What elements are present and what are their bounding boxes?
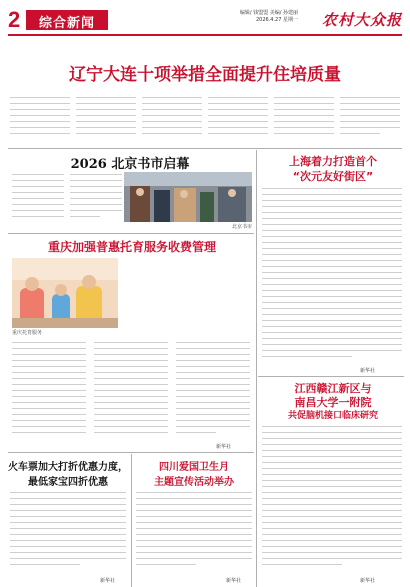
section-name: 综合新闻 bbox=[38, 16, 95, 31]
sichuan-body-lines bbox=[136, 490, 252, 574]
shanghai-body-lines bbox=[262, 186, 402, 366]
chongqing-photo bbox=[12, 258, 118, 328]
edition-meta: 编辑/ 钱盟盟 美编/ 孙建丽 2026.4.27 星期一 bbox=[239, 10, 298, 23]
jiangxi-body-lines bbox=[262, 424, 402, 576]
divider-chongqing bbox=[8, 452, 254, 453]
book-fair-body bbox=[12, 172, 122, 222]
lead-body-text-lines bbox=[10, 95, 400, 143]
book-fair-headline: 2026 北京书市启幕 bbox=[70, 157, 190, 172]
book-fair-body-lines bbox=[12, 172, 122, 222]
divider-lead bbox=[8, 148, 402, 149]
section-label-box bbox=[26, 10, 108, 30]
divider-book-fair bbox=[8, 233, 254, 234]
page-number: 2 bbox=[8, 7, 21, 32]
train-body bbox=[10, 490, 126, 574]
shanghai-headline-line1: 上海着力打造首个 bbox=[289, 155, 377, 168]
train-headline-line2: 最低家宝四折优惠 bbox=[28, 477, 108, 488]
jiangxi-headline-line1: 江西赣江新区与 bbox=[294, 382, 372, 395]
chongqing-headline: 重庆加强普惠托育服务收费管理 bbox=[47, 240, 216, 254]
book-fair-photo-image bbox=[124, 172, 252, 222]
newspaper-name: 农村大众报 bbox=[321, 11, 402, 29]
masthead-rule bbox=[8, 34, 402, 36]
jiangxi-body bbox=[262, 424, 402, 576]
book-fair-photo bbox=[124, 172, 252, 222]
shanghai-byline: 新华社 bbox=[360, 368, 376, 374]
train-byline: 新华社 bbox=[100, 578, 116, 584]
sichuan-body bbox=[136, 490, 252, 574]
train-body-lines bbox=[10, 490, 126, 574]
divider-shanghai bbox=[258, 376, 404, 377]
shanghai-headline-line2: “次元友好街区” bbox=[292, 170, 374, 183]
lead-headline: 辽宁大连十项举措全面提升住培质量 bbox=[69, 65, 341, 85]
divider-right-column bbox=[256, 150, 257, 587]
chongqing-photo-image bbox=[12, 258, 118, 328]
train-headline-line1: 火车票加大打折优惠力度， bbox=[8, 462, 128, 473]
jiangxi-headline-line2: 南昌大学一附院 bbox=[294, 396, 372, 409]
sichuan-byline: 新华社 bbox=[226, 578, 242, 584]
book-fair-caption: 北京书市 bbox=[231, 224, 252, 230]
divider-bottom-middle bbox=[131, 454, 132, 587]
chongqing-body-lines bbox=[12, 340, 252, 444]
lead-body bbox=[10, 95, 400, 143]
shanghai-body bbox=[262, 186, 402, 366]
jiangxi-headline-line3: 共促脑机接口临床研究 bbox=[287, 411, 378, 421]
sichuan-headline-line1: 四川爱国卫生月 bbox=[159, 462, 229, 473]
masthead bbox=[0, 0, 410, 44]
chongqing-byline: 新华社 bbox=[216, 444, 232, 450]
jiangxi-byline: 新华社 bbox=[360, 578, 376, 584]
chongqing-body bbox=[12, 340, 252, 444]
sichuan-headline-line2: 主题宣传活动举办 bbox=[154, 477, 234, 488]
chongqing-caption: 重庆托育服务 bbox=[12, 330, 43, 336]
